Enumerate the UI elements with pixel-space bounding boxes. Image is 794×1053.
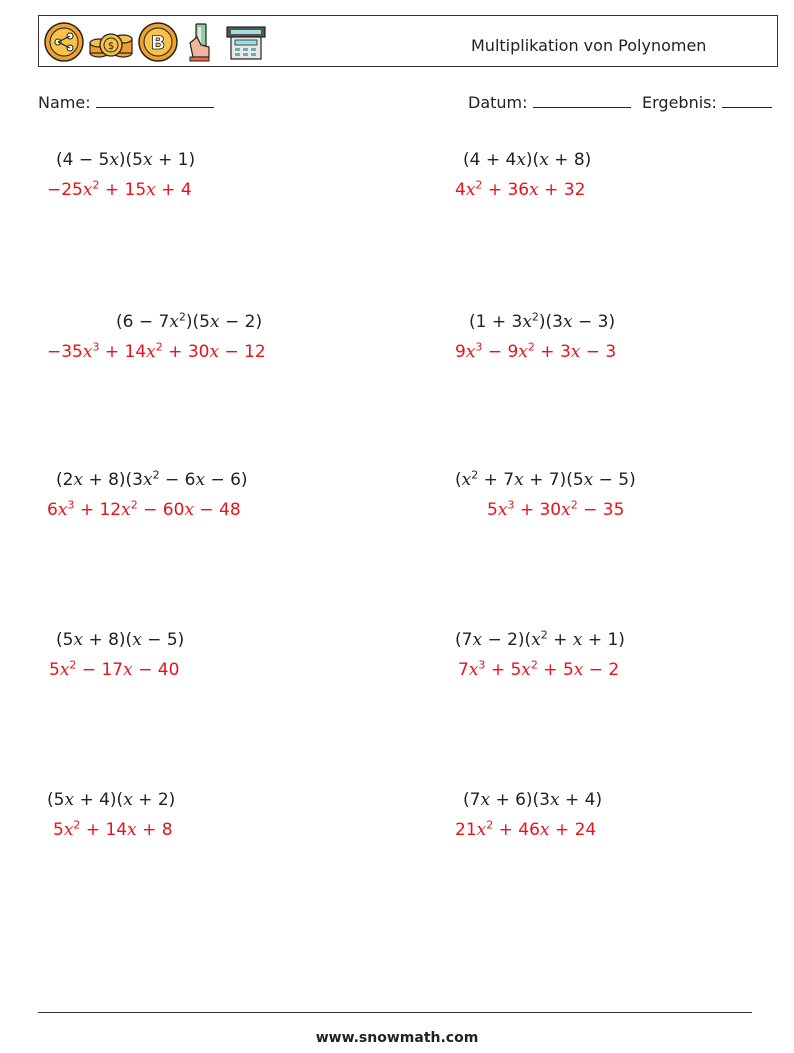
problem-question: (5x + 8)(x − 5) [56,630,185,650]
problem-answer: $7x^3 + 5x^2 + 5x - 2$ [458,658,620,680]
problem-answer: $5x^3 + 30x^2 - 35$ [487,498,625,520]
problem-question: $(1 + 3x^2)(3x - 3)$ [469,310,616,332]
problem-question: (4 − 5x)(5x + 1) [56,150,196,170]
problem-answer: $-25x^2 + 15x + 4$ [47,178,192,200]
problem-answer: $6x^3 + 12x^2 - 60x - 48$ [47,498,241,520]
footer-site: www.snowmath.com [315,1030,479,1046]
problem-question: (5x + 4)(x + 2) [47,790,176,810]
svg-text:B: B [150,32,166,54]
date-label: Datum: [468,93,528,112]
problem-question: $(7x - 2)(x^2 + x + 1)$ [455,628,625,650]
problem-answer: $9x^3 - 9x^2 + 3x - 3$ [455,340,617,362]
problem-question: $(x^2 + 7x + 7)(5x - 5)$ [455,468,636,490]
problem-answer: $5x^2 - 17x - 40$ [49,658,180,680]
problem-answer: $4x^2 + 36x + 32$ [455,178,586,200]
date-blank[interactable] [533,93,631,108]
bitcoin-icon [137,21,179,63]
result-field [642,93,772,112]
problem-question: (4 + 4x)(x + 8) [463,150,592,170]
problem-question: $(2x + 8)(3x^2 - 6x - 6)$ [56,468,248,490]
name-field [38,93,214,112]
problem-question: $(6 - 7x^2)(5x - 2)$ [116,310,263,332]
problem-answer: $5x^2 + 14x + 8$ [53,818,173,840]
result-label: Ergebnis: [642,93,717,112]
name-label: Name: [38,93,91,112]
card-hand-icon [187,21,213,63]
share-coin-icon [43,21,85,63]
worksheet-title: Multiplikation von Polynomen [471,36,707,55]
header-box [38,15,778,67]
atm-icon [225,21,267,63]
footer-divider [38,1012,752,1013]
date-field [468,93,631,112]
coin-stack-icon [89,21,133,63]
problem-answer: $-35x^3 + 14x^2 + 30x - 12$ [47,340,266,362]
problem-question: (7x + 6)(3x + 4) [463,790,603,810]
name-blank[interactable] [96,93,214,108]
svg-text:$: $ [107,41,115,52]
problem-answer: $21x^2 + 46x + 24$ [455,818,597,840]
result-blank[interactable] [722,93,772,108]
